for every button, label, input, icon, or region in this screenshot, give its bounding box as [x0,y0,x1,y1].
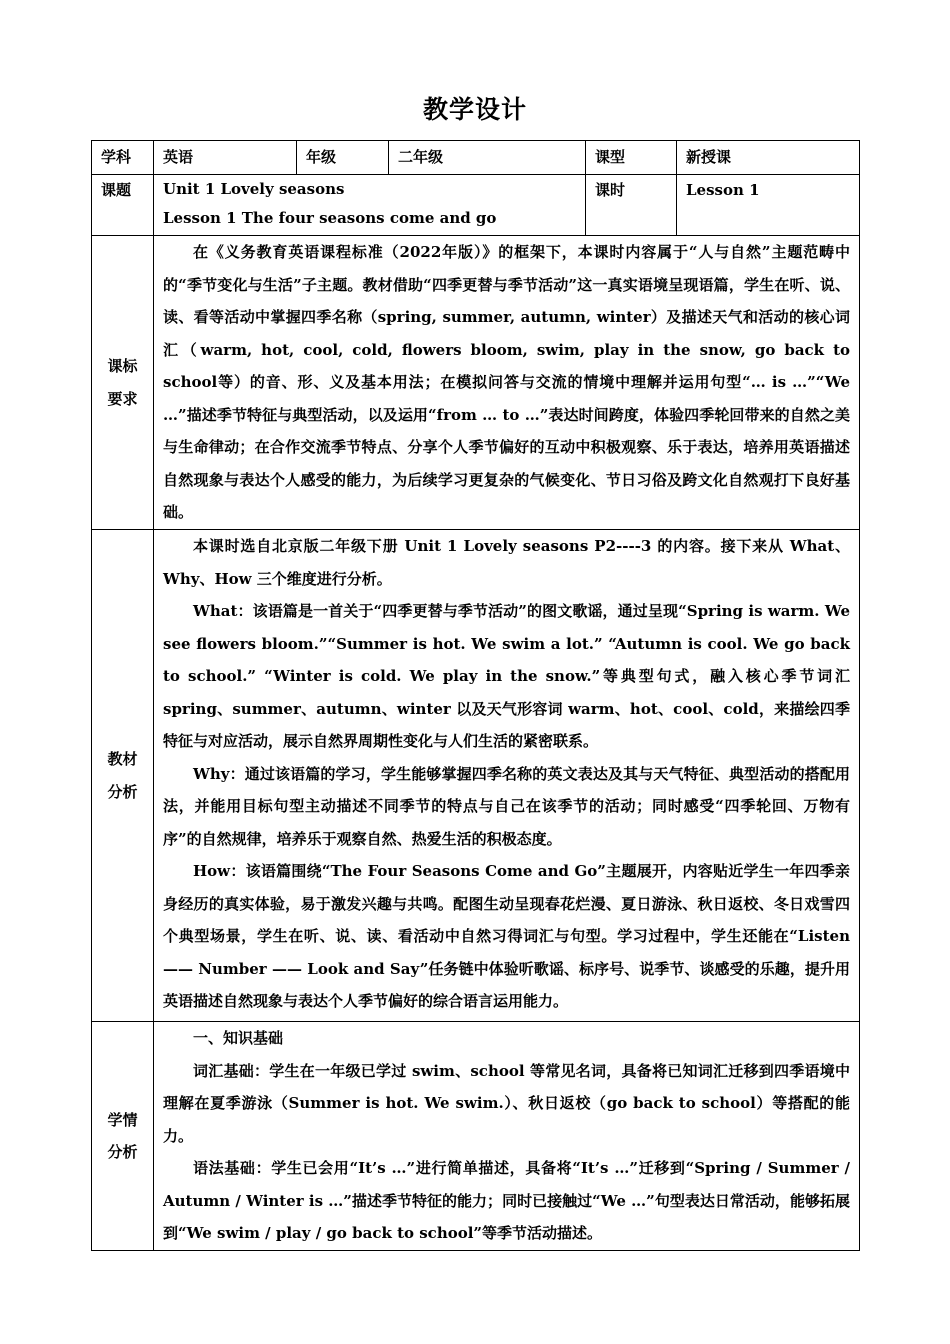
table-row-subject [92,141,860,175]
type-label: 课型 [586,141,677,175]
period-value: Lesson 1 [677,175,860,236]
page-title: 教学设计 [422,95,527,124]
materials-label [92,530,154,1022]
period-label: 课时 [586,175,677,236]
table-row-topic [92,175,860,236]
type-value: 新授课 [677,141,860,175]
table-row-learners [92,1022,860,1251]
learners-label-line1: 学情 [107,1110,138,1129]
standards-label-line2: 要求 [107,389,138,408]
subject-label: 学科 [92,141,154,175]
lesson-design-table [91,140,860,1251]
learners-heading: 一、知识基础 [193,1029,284,1047]
learners-content [154,1022,860,1251]
learners-label-line2: 分析 [107,1143,138,1161]
materials-content [154,530,860,1022]
topic-lesson: Lesson 1 The four seasons come and go [163,209,497,227]
table-row-standards [92,236,860,530]
learners-paragraph-grammar: 语法基础：学生已会用“It’s …”进行简单描述，具备将“It’s …”迁移到“Spring / Summer / Autumn / Winter is …”描述季节特征的能力；同时已接触过“We …”句型表达日常活动，能够拓展到“We swim / play / go back to school”等季节活动描述。 [163,1159,850,1242]
materials-paragraph-why: Why：通过该语篇的学习，学生能够掌握四季名称的英文表达及其与天气特征、典型活动的搭配用法，并能用目标句型主动描述不同季节的特点与自己在该季节的活动；同时感受“四季轮回、万物有序”的自然规律，培养乐于观察自然、热爱生活的积极态度。 [163,764,850,848]
subject-value: 英语 [154,141,297,175]
standards-label [92,236,154,530]
learners-label [92,1022,154,1251]
topic-unit: Unit 1 Lovely seasons [163,180,345,198]
materials-paragraph-intro: 本课时选自北京版二年级下册 Unit 1 Lovely seasons P2----3 的内容。接下来从 What、Why、How 三个维度进行分析。 [163,537,850,588]
materials-paragraph-what: What：该语篇是一首关于“四季更替与季节活动”的图文歌谣，通过呈现“Spring is warm. We see flowers bloom.”“Summer is hot. We swim a lot.” “Autumn is cool. We go back to school.” “Winter is cold. We play in the snow.”等典型句式，融入核心季节词汇 spring、summer、autumn、winter 以及天气形容词 warm、hot、cool、cold，来描绘四季特征与对应活动，展示自然界周期性变化与人们生活的紧密联系。 [163,602,850,750]
table-row-materials [92,530,860,1022]
standards-label-line1: 课标 [107,357,138,375]
materials-paragraph-how: How：该语篇围绕“The Four Seasons Come and Go”主题展开，内容贴近学生一年四季亲身经历的真实体验，易于激发兴趣与共鸣。配图生动呈现春花烂漫、夏日游泳、秋日返校、冬日戏雪四个典型场景，学生在听、说、读、看活动中自然习得词汇与句型。学习过程中，学生还能在“Listen —— Number —— Look and Say”任务链中体验听歌谣、标序号、说季节、谈感受的乐趣，提升用英语描述自然现象与表达个人季节偏好的综合语言运用能力。 [163,862,850,1010]
grade-label: 年级 [297,141,389,175]
materials-label-line1: 教材 [107,750,138,768]
standards-paragraph: 在《义务教育英语课程标准（2022年版）》的框架下，本课时内容属于“人与自然”主题范畴中的“季节变化与生活”子主题。教材借助“四季更替与季节活动”这一真实语境呈现语篇，学生在听、说、读、看等活动中掌握四季名称（spring, summer, autumn, winter）及描述天气和活动的核心词汇（warm, hot, cool, cold, flowers bloom, swim, play in the snow, go back to school等）的音、形、义及基本用法；在模拟问答与交流的情境中理解并运用句型“… is …”“We …”描述季节特征与典型活动，以及运用“from … to …”表达时间跨度，体验四季轮回带来的自然之美与生命律动；在合作交流季节特点、分享个人季节偏好的互动中积极观察、乐于表达，培养用英语描述自然现象与表达个人感受的能力，为后续学习更复杂的气候变化、节日习俗及跨文化自然观打下良好基础。 [163,243,850,521]
topic-label: 课题 [92,175,154,236]
learners-paragraph-vocab: 词汇基础：学生在一年级已学过 swim、school 等常见名词，具备将已知词汇迁移到四季语境中理解在夏季游泳（Summer is hot. We swim.）、秋日返校（go back to school）等搭配的能力。 [163,1061,850,1145]
grade-value: 二年级 [389,141,586,175]
topic-cell [154,175,586,236]
standards-content [154,236,860,530]
materials-label-line2: 分析 [107,782,138,801]
